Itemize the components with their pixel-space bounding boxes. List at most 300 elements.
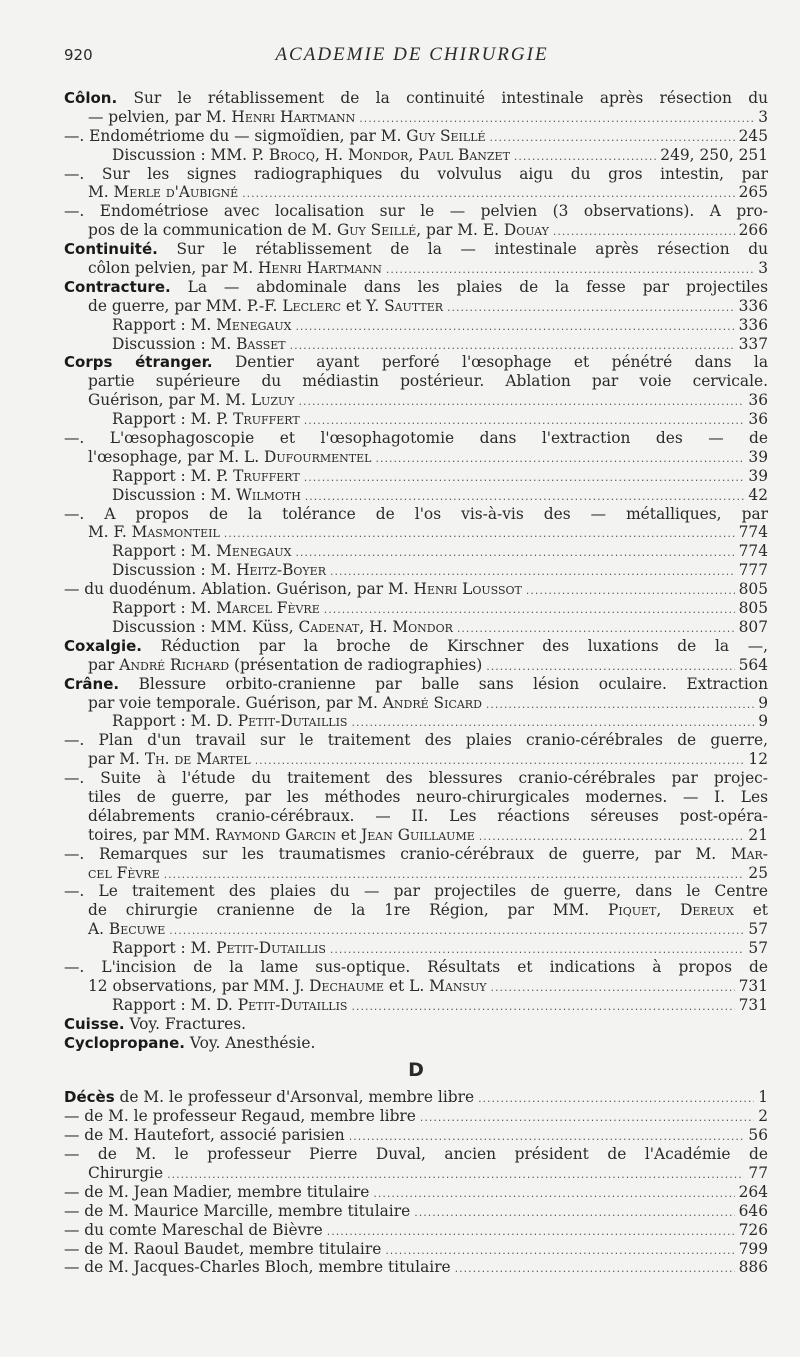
page-reference: 731 (738, 976, 768, 995)
entry-text (64, 675, 768, 694)
index-line (64, 1107, 768, 1126)
entry-phrase: Rapport : M. (112, 542, 217, 561)
index-line (64, 278, 768, 297)
entry-phrase: et Y. (341, 296, 385, 315)
entry-text (64, 580, 522, 599)
index-line (64, 505, 768, 524)
entry-phrase: partie supérieure du médiastin postérieur. Ablation par voie cervicale. (88, 372, 768, 391)
author-name: Merle d'Aubigné (113, 183, 239, 202)
entry-phrase: — de M. Jean Madier, membre titulaire (64, 1182, 370, 1201)
entry-text (64, 89, 768, 108)
index-line (64, 1221, 768, 1240)
entry-phrase: M. (88, 183, 114, 202)
dot-leader (414, 1204, 734, 1223)
entry-text (112, 486, 301, 505)
index-line (64, 788, 768, 807)
index-line (64, 165, 768, 184)
index-line (64, 297, 768, 316)
index-line (64, 618, 768, 637)
author-name: Heitz-Boyer (236, 561, 326, 580)
entry-text (112, 467, 300, 486)
index-line (64, 1258, 768, 1277)
author-name: Guy Seillé (336, 221, 417, 240)
entry-phrase: Rapport : M. P. (112, 410, 234, 429)
page-reference: 57 (748, 920, 768, 939)
page-reference: 266 (738, 221, 768, 240)
author-name: Dufourmentel (264, 447, 372, 466)
entry-text (112, 939, 326, 958)
index-line (64, 1145, 768, 1164)
entry-keyword: Côlon. (64, 89, 118, 107)
entry-phrase: Discussion : M. (112, 485, 237, 504)
entry-text (64, 958, 768, 977)
index-line (64, 977, 768, 996)
entry-phrase: (présentation de radiographies) (229, 655, 483, 674)
entry-phrase: par (88, 655, 120, 674)
index-line (64, 1015, 768, 1034)
index-line (64, 1202, 768, 1221)
entry-phrase: Rapport : M. (112, 939, 217, 958)
page-header (64, 44, 760, 68)
page-reference: 245 (738, 126, 768, 145)
entry-phrase: — de M. le professeur Pierre Duval, ancien président de l'Académie de (64, 1145, 768, 1164)
page-reference: 9 (758, 712, 768, 731)
index-line (64, 920, 768, 939)
entry-phrase: , H. (314, 145, 348, 164)
entry-text (64, 1145, 768, 1164)
entry-text (64, 1126, 345, 1145)
dot-leader (526, 582, 735, 601)
page-reference: 56 (748, 1126, 768, 1145)
entry-text (64, 637, 768, 656)
index-line (64, 353, 768, 372)
author-name: Petit-Dutaillis (237, 712, 348, 731)
page-reference: 36 (748, 410, 768, 429)
author-name: Petit-Dutaillis (216, 939, 326, 958)
index-line (64, 467, 768, 486)
page-reference: 21 (748, 825, 768, 844)
page-reference: 731 (738, 995, 768, 1014)
author-name: André Sicard (382, 693, 482, 712)
entry-text (112, 561, 326, 580)
index-line (64, 391, 768, 410)
page-reference: 799 (738, 1239, 768, 1258)
entry-keyword: Contracture. (64, 277, 171, 296)
entry-text (64, 1034, 315, 1053)
entry-phrase: toires, par MM. (88, 825, 216, 844)
author-name: Luzuy (250, 391, 295, 410)
entry-phrase: pos de la communication de M. (88, 221, 337, 240)
entry-text (88, 788, 768, 807)
entry-text (64, 278, 768, 297)
entry-phrase: Chirurgie (88, 1163, 164, 1182)
author-name: Truffert (233, 410, 300, 429)
entry-text (88, 750, 251, 769)
entry-phrase: Rapport : M. (112, 599, 217, 618)
index-line (64, 372, 768, 391)
entry-phrase: —. Plan d'un travail sur le traitement des plaies cranio-cérébrales de guerre, (64, 731, 768, 750)
author-name: Marcel Fèvre (216, 599, 320, 618)
entry-text (64, 1202, 410, 1221)
entry-phrase: —. Sur les signes radiographiques du volvulus aigu du gros intestin, par (64, 164, 768, 183)
entry-text (88, 864, 160, 883)
entry-phrase: Voy. Fractures. (124, 1014, 247, 1033)
entry-text (112, 618, 453, 637)
index-line (64, 807, 768, 826)
author-name: Mondor (392, 617, 453, 636)
author-name: cel Fèvre (88, 863, 160, 882)
entry-text (112, 410, 300, 429)
entry-text (88, 523, 220, 542)
dot-leader (420, 1109, 754, 1128)
running-title: ACADEMIE DE CHIRURGIE (275, 44, 549, 65)
index-line (64, 637, 768, 656)
entry-text (64, 429, 768, 448)
entry-phrase: Sur le rétablissement de la continuité intestinale après résection du (117, 89, 768, 107)
page-reference: 264 (738, 1182, 768, 1201)
page-reference: 57 (748, 939, 768, 958)
index-line (64, 1164, 768, 1183)
entry-keyword: Cyclopropane. (64, 1033, 185, 1052)
entry-text (112, 335, 286, 354)
entry-phrase: de guerre, par MM. P.-F. (88, 296, 283, 315)
author-name: Brocq (268, 145, 315, 164)
entry-phrase: Guérison, par M. M. (88, 391, 251, 410)
index-line (64, 580, 768, 599)
page-reference: 807 (738, 617, 768, 636)
entry-text (88, 826, 475, 845)
entry-phrase: —. Endométriose avec localisation sur le — pelvien (3 observations). A pro- (64, 202, 768, 221)
entry-phrase: par voie temporale. Guérison, par M. (88, 693, 383, 712)
dot-leader (478, 1090, 754, 1109)
author-name: Sautter (384, 296, 444, 315)
author-name: Raymond Garcin (215, 825, 336, 844)
index-line (64, 1034, 768, 1053)
index-line (64, 675, 768, 694)
entry-phrase: — de M. Raoul Baudet, membre titulaire (64, 1239, 382, 1258)
page-reference: 9 (758, 693, 768, 712)
entry-phrase: Discussion : MM. P. (112, 145, 269, 164)
entry-phrase: — de M. Maurice Marcille, membre titulaire (64, 1201, 411, 1220)
index-line (64, 89, 768, 108)
entry-text (88, 448, 371, 467)
entry-phrase: Rapport : M. D. (112, 995, 238, 1014)
page-reference: 336 (738, 296, 768, 315)
author-name: Mansuy (429, 976, 487, 995)
index-line (64, 939, 768, 958)
entry-text (112, 316, 291, 335)
entry-text (88, 221, 549, 240)
index-line (64, 1088, 768, 1107)
index-line (64, 750, 768, 769)
entry-text (64, 353, 768, 372)
dot-leader (447, 299, 735, 318)
page-reference: 2 (758, 1107, 768, 1126)
entry-phrase: M. F. (88, 523, 132, 542)
author-name: Henri Hartmann (258, 259, 382, 278)
dot-leader (491, 979, 735, 998)
dot-leader (304, 469, 745, 488)
entry-keyword: Crâne. (64, 674, 120, 693)
author-name: Truffert (233, 466, 300, 485)
dot-leader (455, 1260, 735, 1279)
page-reference: 3 (758, 107, 768, 126)
page-reference: 805 (738, 599, 768, 618)
author-name: Douay (503, 221, 549, 240)
index-line (64, 712, 768, 731)
entry-phrase: —. Suite à l'étude du traitement des blessures cranio-cérébrales par projec- (64, 769, 768, 788)
author-name: Jean Guillaume (361, 825, 475, 844)
entry-text (64, 1183, 369, 1202)
entry-keyword: Corps étranger. (64, 353, 213, 372)
index-line (64, 901, 768, 920)
author-name: Basset (236, 334, 286, 353)
entry-text (112, 542, 291, 561)
entry-text (112, 996, 347, 1015)
entry-phrase: l'œsophage, par M. L. (88, 447, 265, 466)
index-line (64, 882, 768, 901)
page-reference: 886 (738, 1258, 768, 1277)
entry-phrase: de M. le professeur d'Arsonval, membre libre (114, 1088, 475, 1107)
index-line (64, 316, 768, 335)
index-line (64, 259, 768, 278)
author-name: Cadenat (298, 617, 360, 636)
index-line (64, 240, 768, 259)
index-line (64, 486, 768, 505)
entry-phrase: —. Remarques sur les traumatismes cranio-cérébraux de guerre, par M. (64, 844, 731, 863)
page-reference: 337 (738, 334, 768, 353)
entry-text (88, 183, 238, 202)
page-reference: 12 (748, 750, 768, 769)
page-reference: 1 (758, 1088, 768, 1107)
page-reference: 3 (758, 259, 768, 278)
entry-phrase: — de M. Jacques-Charles Bloch, membre titulaire (64, 1258, 451, 1277)
page-reference: 77 (748, 1163, 768, 1182)
entry-text (64, 1221, 323, 1240)
entry-phrase: Rapport : M. P. (112, 466, 234, 485)
page-reference: 336 (738, 315, 768, 334)
page-reference: 265 (738, 183, 768, 202)
entry-text (88, 259, 382, 278)
page-reference: 36 (748, 391, 768, 410)
entry-phrase: —. A propos de la tolérance de l'os vis-à-vis des — métalliques, par (64, 504, 768, 523)
entry-text (88, 656, 482, 675)
index-line (64, 731, 768, 750)
entry-phrase: — de M. Hautefort, associé parisien (64, 1126, 345, 1145)
author-name: André Richard (119, 655, 230, 674)
entry-phrase: A. (88, 920, 109, 939)
entry-text (112, 146, 510, 165)
page-reference: 777 (738, 561, 768, 580)
entry-phrase: — du comte Mareschal de Bièvre (64, 1220, 323, 1239)
page-reference: 646 (738, 1201, 768, 1220)
index-line (64, 826, 768, 845)
entry-text (88, 297, 443, 316)
entry-text (88, 807, 768, 826)
entry-text (88, 1164, 163, 1183)
entry-text (88, 920, 165, 939)
entry-text (112, 712, 347, 731)
entry-text (64, 505, 768, 524)
entry-phrase: tiles de guerre, par les méthodes neuro-chirurgicales modernes. — I. Les (88, 787, 768, 806)
dot-leader (299, 393, 745, 412)
author-name: Becuwe (108, 920, 166, 939)
entry-phrase: Blessure orbito-cranienne par balle sans lésion oculaire. Extraction (119, 674, 768, 693)
entry-phrase: délabrements cranio-cérébraux. — II. Les réactions séreuses post-opéra- (88, 806, 768, 825)
index-line (64, 202, 768, 221)
author-name: Petit-Dutaillis (237, 995, 348, 1014)
page-reference: 39 (748, 447, 768, 466)
author-name: Henri Hartmann (231, 107, 356, 126)
entry-phrase: par M. (88, 750, 145, 769)
index-line (64, 769, 768, 788)
entry-text (64, 1088, 474, 1107)
entry-text (64, 845, 768, 864)
index-line (64, 183, 768, 202)
entry-text (88, 372, 768, 391)
entry-text (64, 165, 768, 184)
entry-text (64, 769, 768, 788)
entry-phrase: 12 observations, par MM. J. (88, 976, 310, 995)
entry-text (64, 240, 768, 259)
dot-leader (486, 696, 754, 715)
entry-text (64, 882, 768, 901)
page-number: 920 (64, 46, 93, 64)
entry-keyword: Cuisse. (64, 1014, 125, 1033)
entry-text (112, 599, 320, 618)
entry-phrase: Rapport : M. D. (112, 712, 238, 731)
page-reference: 564 (738, 655, 768, 674)
entry-phrase: La — abdominale dans les plaies de la fesse par projectiles (170, 277, 768, 296)
entry-text (64, 1240, 381, 1259)
index-line (64, 146, 768, 165)
author-name: Dechaume (309, 976, 385, 995)
page-reference: 25 (748, 863, 768, 882)
entry-phrase: — du duodénum. Ablation. Guérison, par M. (64, 580, 414, 599)
dot-leader (351, 998, 734, 1017)
index-line (64, 429, 768, 448)
index-line (64, 958, 768, 977)
dot-leader (295, 318, 734, 337)
author-name: Leclerc (282, 296, 342, 315)
page-reference: 42 (748, 485, 768, 504)
author-name: Masmonteil (131, 523, 220, 542)
index-line (64, 864, 768, 883)
author-name: Th. de Martel (144, 750, 251, 769)
entry-text (88, 108, 355, 127)
index-line (64, 656, 768, 675)
entry-keyword: Continuité. (64, 240, 158, 259)
index-line (64, 1240, 768, 1259)
dot-leader (373, 1185, 734, 1204)
entry-phrase: Réduction par la broche de Kirschner des luxations de la —, (142, 636, 768, 655)
index-entries (64, 89, 768, 1277)
index-line (64, 542, 768, 561)
page-reference: 774 (738, 542, 768, 561)
entry-phrase: , par M. E. (416, 221, 504, 240)
dot-leader (375, 450, 744, 469)
author-name: Mar- (730, 844, 768, 863)
index-line (64, 410, 768, 429)
author-name: Menegaux (216, 315, 292, 334)
dot-leader (327, 1223, 735, 1242)
entry-phrase: —. Le traitement des plaies du — par projectiles de guerre, dans le Centre (64, 882, 768, 901)
entry-phrase: Discussion : M. (112, 561, 237, 580)
entry-phrase: et L. (384, 976, 430, 995)
index-line (64, 561, 768, 580)
index-line (64, 1126, 768, 1145)
entry-text (64, 1015, 246, 1034)
entry-keyword: Décès (64, 1088, 115, 1107)
author-name: Wilmoth (236, 485, 301, 504)
index-line (64, 221, 768, 240)
dot-leader (295, 544, 734, 563)
entry-keyword: Coxalgie. (64, 636, 143, 655)
dot-leader (224, 525, 735, 544)
entry-phrase: , H. (359, 617, 393, 636)
page-reference: 726 (738, 1220, 768, 1239)
index-line (64, 694, 768, 713)
index-line (64, 599, 768, 618)
entry-phrase: Sur le rétablissement de la — intestinale après résection du (157, 240, 768, 259)
entry-text (88, 977, 487, 996)
index-line (64, 845, 768, 864)
page-reference: 805 (738, 580, 768, 599)
section-letter: D (408, 1059, 424, 1082)
page-reference: 249, 250, 251 (660, 145, 768, 164)
author-name: Paul Banzet (418, 145, 510, 164)
author-name: Menegaux (216, 542, 292, 561)
entry-text (88, 901, 768, 920)
index-line (64, 108, 768, 127)
entry-phrase: —. L'incision de la lame sus-optique. Résultats et indications à propos de (64, 957, 768, 976)
entry-text (88, 391, 295, 410)
entry-phrase: côlon pelvien, par M. (88, 259, 259, 278)
index-line (64, 1183, 768, 1202)
index-line (64, 335, 768, 354)
entry-phrase: , (408, 145, 419, 164)
entry-phrase: et (733, 901, 768, 920)
entry-phrase: , (656, 901, 681, 920)
entry-phrase: et (335, 825, 362, 844)
entry-text (64, 127, 486, 146)
author-name: Piquet (608, 901, 657, 920)
author-name: Mondor (347, 145, 409, 164)
index-line (64, 523, 768, 542)
index-line (64, 127, 768, 146)
entry-text (88, 694, 482, 713)
author-name: Dereux (680, 901, 734, 920)
entry-phrase: — de M. le professeur Regaud, membre libre (64, 1107, 416, 1126)
entry-phrase: Dentier ayant perforé l'œsophage et pénétré dans la (212, 353, 768, 372)
entry-text (64, 731, 768, 750)
entry-text (64, 1258, 451, 1277)
page-reference: 774 (738, 523, 768, 542)
entry-phrase: Discussion : M. (112, 334, 237, 353)
entry-phrase: — pelvien, par M. (88, 107, 232, 126)
page-reference: 39 (748, 466, 768, 485)
entry-phrase: de chirurgie cranienne de la 1re Région, par MM. (88, 901, 608, 920)
entry-phrase: Rapport : M. (112, 315, 217, 334)
index-line (64, 448, 768, 467)
author-name: Henri Loussot (413, 580, 522, 599)
index-line (64, 996, 768, 1015)
entry-text (64, 1107, 416, 1126)
author-name: Guy Seillé (406, 126, 486, 145)
entry-phrase: Voy. Anesthésie. (184, 1033, 316, 1052)
entry-phrase: —. Endométriome du — sigmoïdien, par M. (64, 126, 407, 145)
entry-phrase: Discussion : MM. Küss, (112, 617, 299, 636)
